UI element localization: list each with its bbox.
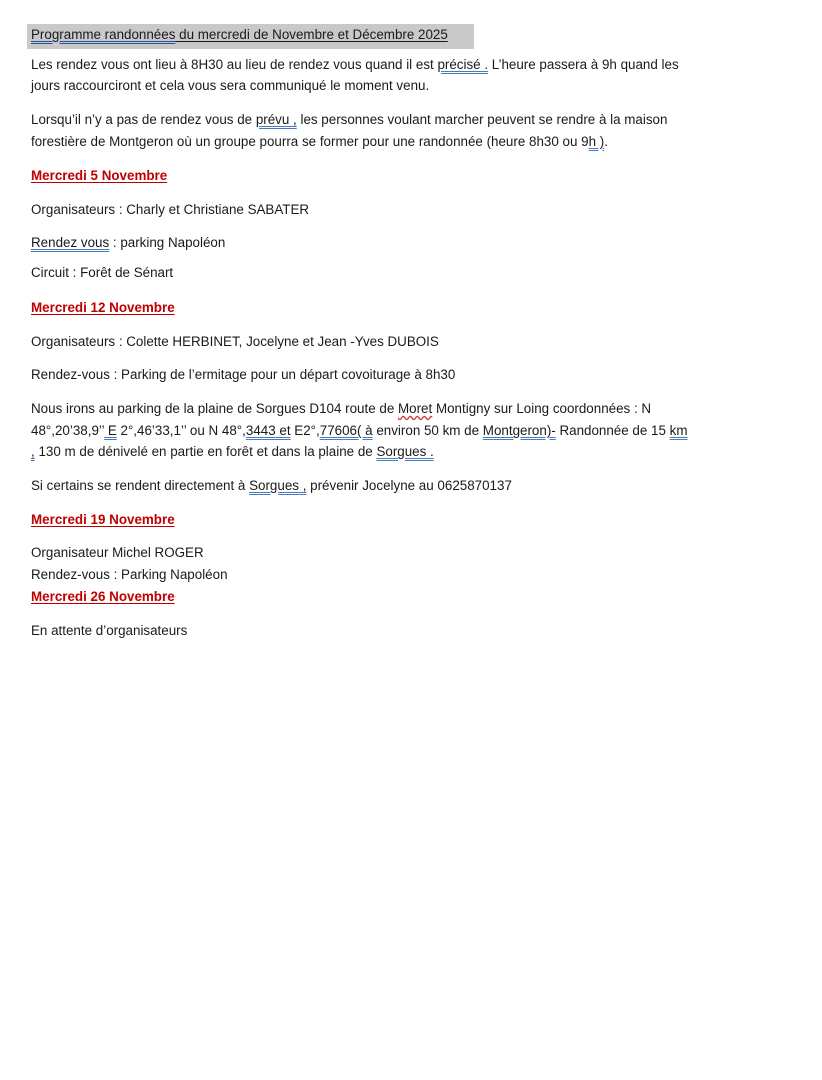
- text-run: Randonnée de 15: [555, 423, 670, 438]
- grammar-flag: 77606( à: [319, 423, 373, 438]
- text-run: Montigny sur Loing coordonnées : N: [432, 401, 652, 416]
- section-2-organisers: Organisateurs : Colette HERBINET, Jocelyne et Jean -Yves DUBOIS: [31, 334, 439, 349]
- grammar-flag: prévu ,: [255, 112, 297, 127]
- intro-paragraph-2-line-2: [31, 133, 608, 151]
- grammar-flag: Sorgues ,: [249, 478, 307, 493]
- text-run: prévenir Jocelyne au 0625870137: [306, 478, 512, 493]
- text-run: : parking Napoléon: [109, 235, 226, 250]
- section-2-details-line-1: [31, 400, 651, 418]
- grammar-flag: Montgeron)-: [482, 423, 556, 438]
- title-spellcheck-phrase: Programme randonnées: [31, 27, 176, 42]
- text-run: 130 m de dénivelé en partie en forêt et dans la plaine de: [34, 444, 377, 459]
- grammar-flag: h ): [588, 134, 605, 149]
- grammar-flag: Rendez vous: [31, 235, 110, 250]
- text-run: Lorsqu’il n’y a pas de rendez vous de: [31, 112, 256, 127]
- section-1-organisers: Organisateurs : Charly et Christiane SABATER: [31, 202, 310, 217]
- spelling-flag: Moret: [398, 401, 433, 416]
- text-run: environ 50 km de: [372, 423, 483, 438]
- text-run: les personnes voulant marcher peuvent se rendre à la maison: [296, 112, 668, 127]
- intro-paragraph-1-line-1: [31, 56, 679, 74]
- section-2-meeting-point: Rendez-vous : Parking de l’ermitage pour un départ covoiturage à 8h30: [31, 367, 456, 382]
- grammar-flag: ,: [31, 444, 35, 459]
- section-1-meeting-point: [31, 234, 225, 252]
- section-heading-5-novembre: Mercredi 5 Novembre: [31, 168, 168, 183]
- intro-paragraph-2-line-1: [31, 111, 667, 129]
- section-2-details-line-2: [31, 422, 688, 440]
- text-run: L’heure passera à 9h quand les: [488, 57, 679, 72]
- grammar-flag: précisé .: [437, 57, 489, 72]
- intro-paragraph-1-line-2: jours raccourciront et cela vous sera communiqué le moment venu.: [31, 78, 430, 93]
- text-run: 48°,20’38,9’’: [31, 423, 105, 438]
- section-heading-19-novembre: Mercredi 19 Novembre: [31, 512, 175, 527]
- grammar-flag: E: [104, 423, 117, 438]
- text-run: 2°,46’33,1’’ ou N 48°,: [116, 423, 246, 438]
- grammar-flag: km: [669, 423, 688, 438]
- title-rest: du mercredi de Novembre et Décembre 2025: [175, 27, 448, 42]
- section-3-organisers: Organisateur Michel ROGER: [31, 545, 204, 560]
- section-2-note: [31, 477, 512, 495]
- document-title: [31, 26, 448, 44]
- section-heading-26-novembre: Mercredi 26 Novembre: [31, 589, 175, 604]
- text-run: Les rendez vous ont lieu à 8H30 au lieu de rendez vous quand il est: [31, 57, 438, 72]
- grammar-flag: Sorgues .: [376, 444, 434, 459]
- section-2-details-line-3: [31, 443, 434, 461]
- text-run: .: [604, 134, 608, 149]
- text-run: Nous irons au parking de la plaine de Sorgues D104 route de: [31, 401, 398, 416]
- section-4-status: En attente d’organisateurs: [31, 623, 188, 638]
- section-3-meeting-point: Rendez-vous : Parking Napoléon: [31, 567, 228, 582]
- text-run: Si certains se rendent directement à: [31, 478, 250, 493]
- section-heading-12-novembre: Mercredi 12 Novembre: [31, 300, 175, 315]
- grammar-flag: 3443 et: [245, 423, 291, 438]
- text-run: E2°,: [290, 423, 320, 438]
- text-run: forestière de Montgeron où un groupe pourra se former pour une randonnée (heure 8h30 ou 9: [31, 134, 589, 149]
- section-1-circuit: Circuit : Forêt de Sénart: [31, 265, 174, 280]
